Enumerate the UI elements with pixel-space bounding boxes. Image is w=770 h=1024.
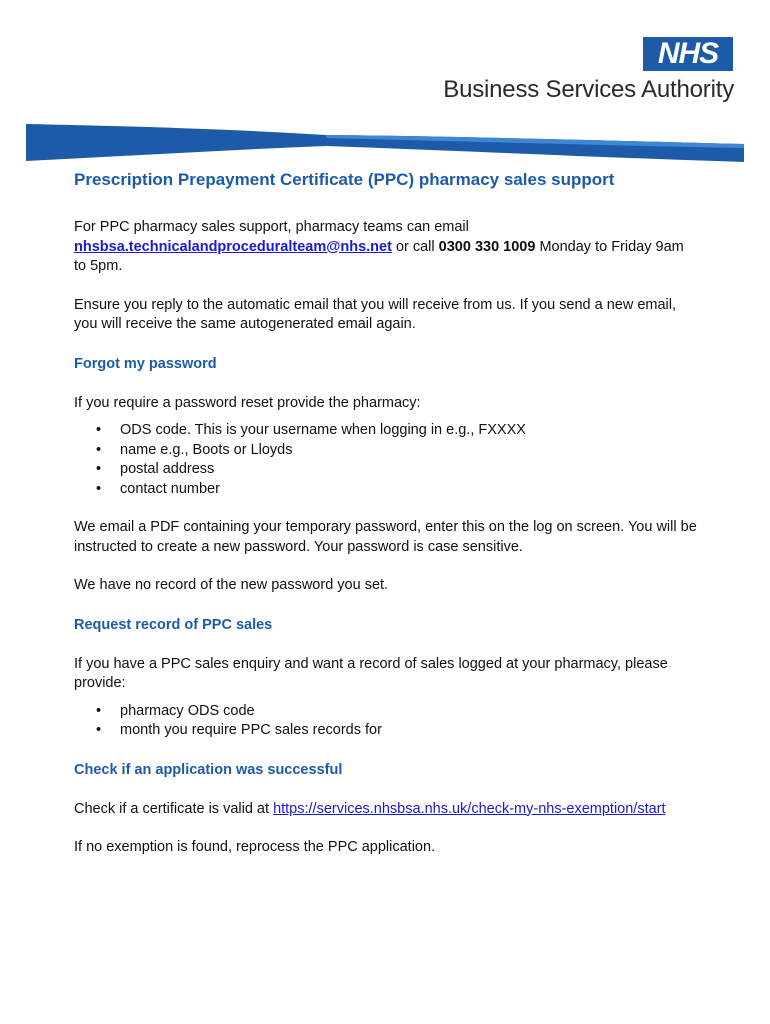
ppc-sales-list	[74, 702, 699, 741]
check-exemption-link[interactable]: https://services.nhsbsa.nhs.uk/check-my-nhs-exemption/start	[273, 800, 666, 817]
list-item: • name e.g., Boots or Lloyds	[74, 441, 699, 461]
header-swoosh-graphic	[26, 124, 744, 164]
page-title: Prescription Prepayment Certificate (PPC) pharmacy sales support	[74, 170, 615, 189]
reply-note: Ensure you reply to the automatic email that you will receive from us. If you send a new email, you will receive the same autogenerated email again.	[74, 296, 677, 332]
no-record-note: We have no record of the new password you set.	[74, 577, 389, 593]
support-email-link[interactable]: nhsbsa.technicalandproceduralteam@nhs.net	[74, 238, 392, 255]
org-name: Business Services Authority	[443, 76, 734, 103]
list-item: • ODS code. This is your username when logging in e.g., FXXXX	[74, 421, 699, 441]
phone-number: 0300 330 1009	[438, 238, 536, 255]
document-body	[74, 168, 699, 877]
forgot-password-heading: Forgot my password	[74, 355, 217, 372]
list-item: • contact number	[74, 480, 699, 500]
forgot-password-list	[74, 421, 699, 499]
intro-hours-text: Monday to Friday 9am to 5pm.	[74, 238, 684, 274]
check-application-heading: Check if an application was successful	[74, 761, 343, 778]
pdf-password-note: We email a PDF containing your temporary password, enter this on the log on screen. You will be instructed to create a new password. Your password is case sensitive.	[74, 519, 697, 555]
intro-mid-text: or call	[391, 238, 439, 255]
check-certificate-paragraph	[74, 800, 699, 820]
intro-text: For PPC pharmacy sales support, pharmacy teams can email	[74, 219, 469, 235]
list-item: • month you require PPC sales records for	[74, 721, 699, 741]
intro-paragraph	[74, 218, 699, 277]
ppc-sales-heading: Request record of PPC sales	[74, 616, 273, 633]
list-item: • postal address	[74, 460, 699, 480]
list-item: • pharmacy ODS code	[74, 702, 699, 722]
forgot-password-lead: If you require a password reset provide the pharmacy:	[74, 394, 421, 411]
nhs-logo: NHS	[643, 37, 733, 71]
check-certificate-text: Check if a certificate is valid at	[74, 800, 274, 817]
ppc-sales-lead: If you have a PPC sales enquiry and want a record of sales logged at your pharmacy, please provide:	[74, 655, 668, 691]
reprocess-note: If no exemption is found, reprocess the PPC application.	[74, 839, 436, 855]
